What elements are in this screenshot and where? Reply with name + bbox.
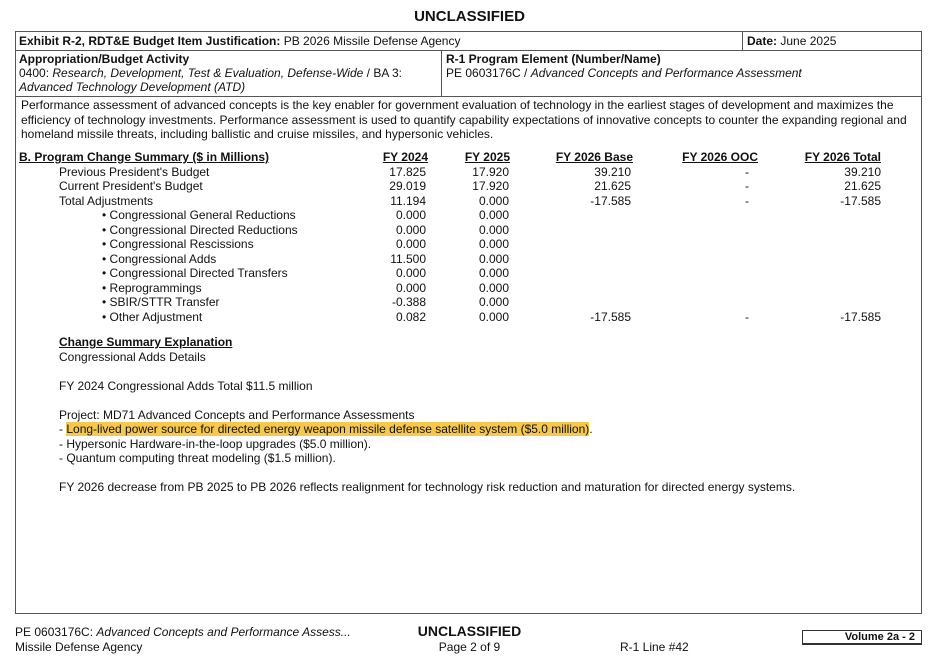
summary-row (18, 281, 921, 296)
summary-title: B. Program Change Summary ($ in Millions) (19, 150, 270, 164)
highlighted-adds-item: Long-lived power source for directed energy weapon missile defense satellite system ($5.0 million) (66, 422, 590, 436)
program-element-code: PE 0603176C / (446, 66, 531, 80)
row-label: • Congressional General Reductions (102, 208, 296, 222)
fy2024-value: 0.000 (395, 222, 426, 237)
classification-banner-top: UNCLASSIFIED (414, 8, 525, 25)
page-number: Page 2 of 9 (438, 640, 501, 654)
row-label: Previous President's Budget (59, 164, 210, 179)
adds-item-suffix: . (589, 422, 593, 436)
exhibit-label: Exhibit R-2 (19, 34, 82, 48)
volume-box: Volume 2a - 2 (802, 630, 922, 645)
summary-header-row (18, 150, 921, 165)
program-element-label: R-1 Program Element (Number/Name) (446, 52, 661, 66)
summary-row (18, 194, 921, 209)
fy2025-value: 0.000 (478, 251, 509, 266)
column-header: FY 2026 Total (804, 150, 881, 164)
column-header: FY 2024 (382, 150, 428, 164)
fy2024-value: 0.082 (395, 309, 426, 324)
fy2026-total-value: -17.585 (840, 193, 881, 208)
adds-total-line: FY 2024 Congressional Adds Total $11.5 million (59, 378, 313, 393)
appropriation-ba: / BA 3: (363, 66, 403, 80)
fy2026-base-value: 21.625 (594, 179, 631, 193)
fy2026-ooc-value: - (745, 193, 749, 208)
fy2026-base-value: -17.585 (590, 193, 631, 208)
budget-exhibit-frame (15, 31, 922, 614)
change-summary-explanation (59, 335, 909, 495)
footer-agency: Missile Defense Agency (15, 640, 143, 654)
r1-line-number: R-1 Line #42 (620, 640, 689, 654)
fy2024-value: 17.825 (389, 164, 426, 179)
summary-row (18, 310, 921, 325)
mission-description: Performance assessment of advanced concepts is the key enabler for government evaluation of technology in the earliest stages of development and maximizes the efficiency of technology investments. Performance assessment is used to quantify capability expectations of innovative concepts to counter the expanding regional and homeland missile threats, including ballistic and cruise missiles, and hypersonic vehicles. (21, 98, 907, 141)
decrease-explanation: FY 2026 decrease from PB 2025 to PB 2026 reflects realignment for technology risk reduction and maturation for directed energy systems. (59, 480, 796, 494)
row-label: Current President's Budget (59, 179, 203, 193)
appropriation-code: 0400: (19, 66, 53, 80)
program-change-summary-table (18, 150, 921, 324)
row-label: • SBIR/STTR Transfer (102, 295, 220, 309)
explanation-title: Change Summary Explanation (59, 335, 233, 349)
fy2024-value: -0.388 (391, 295, 426, 309)
fy2025-value: 0.000 (478, 208, 509, 222)
fy2024-value: 29.019 (389, 179, 426, 193)
fy2026-base-value: 39.210 (594, 164, 631, 179)
fy2025-value: 0.000 (478, 193, 509, 208)
project-line: Project: MD71 Advanced Concepts and Performance Assessments (59, 407, 415, 422)
footer-pe-code: PE 0603176C: (15, 625, 97, 639)
adds-item: - Hypersonic Hardware-in-the-loop upgrades ($5.0 million). (59, 436, 372, 451)
fy2026-ooc-value: - (745, 179, 749, 193)
column-header: FY 2026 Base (555, 150, 633, 164)
summary-row (18, 179, 921, 194)
fy2025-value: 0.000 (478, 266, 509, 280)
summary-row (18, 208, 921, 223)
row-label: • Congressional Directed Reductions (102, 222, 298, 237)
date-value: June 2025 (780, 34, 837, 48)
adds-item (59, 422, 909, 437)
fy2024-value: 0.000 (395, 280, 426, 295)
exhibit-header-row (16, 32, 921, 51)
row-label: • Congressional Rescissions (102, 237, 254, 251)
fy2024-value: 0.000 (395, 208, 426, 222)
fy2025-value: 17.920 (472, 179, 509, 193)
appropriation-label: Appropriation/Budget Activity (19, 52, 190, 66)
summary-row (18, 223, 921, 238)
fy2026-total-value: 39.210 (844, 164, 881, 179)
row-label: • Reprogrammings (102, 280, 202, 295)
fy2025-value: 17.920 (472, 164, 509, 179)
appropriation-row (16, 50, 921, 97)
fy2024-value: 11.500 (390, 251, 426, 266)
exhibit-title-text: , RDT&E Budget Item Justification: (81, 34, 281, 48)
row-label: • Congressional Directed Transfers (102, 266, 288, 280)
adds-item: - Quantum computing threat modeling ($1.5 million). (59, 451, 336, 465)
fy2024-value: 0.000 (395, 237, 426, 251)
exhibit-value: PB 2026 Missile Defense Agency (283, 34, 461, 48)
summary-row (18, 252, 921, 267)
adds-item-prefix: - (59, 422, 67, 436)
exhibit-title (19, 34, 460, 48)
appropriation-value: Research, Development, Test & Evaluation, Defense-Wide (52, 66, 364, 80)
fy2026-base-value: -17.585 (590, 309, 631, 324)
fy2025-value: 0.000 (478, 309, 509, 324)
fy2025-value: 0.000 (478, 237, 509, 251)
summary-row (18, 237, 921, 252)
date-cell (742, 32, 921, 50)
fy2025-value: 0.000 (478, 280, 509, 295)
appropriation-cell (19, 52, 437, 94)
footer-pe-name: Advanced Concepts and Performance Assess... (96, 625, 351, 639)
date-label: Date: (747, 34, 778, 48)
fy2026-ooc-value: - (745, 309, 749, 324)
fy2024-value: 11.194 (390, 193, 426, 208)
program-element-cell (441, 50, 921, 96)
classification-banner-bottom: UNCLASSIFIED (417, 623, 522, 639)
explanation-subtitle: Congressional Adds Details (59, 349, 206, 364)
fy2025-value: 0.000 (478, 295, 509, 309)
fy2024-value: 0.000 (395, 266, 426, 280)
column-header: FY 2026 OOC (682, 150, 758, 164)
summary-row (18, 295, 921, 310)
program-element-name: Advanced Concepts and Performance Assessment (530, 66, 802, 80)
row-label: • Other Adjustment (102, 309, 203, 324)
fy2026-total-value: -17.585 (840, 309, 881, 324)
summary-row (18, 165, 921, 180)
fy2026-total-value: 21.625 (844, 179, 881, 193)
summary-rows (18, 165, 921, 325)
column-header: FY 2025 (464, 150, 510, 164)
row-label: • Congressional Adds (102, 251, 217, 266)
summary-row (18, 266, 921, 281)
appropriation-ba-value: Advanced Technology Development (ATD) (19, 80, 246, 94)
fy2025-value: 0.000 (478, 222, 509, 237)
fy2026-ooc-value: - (745, 164, 749, 179)
row-label: Total Adjustments (59, 193, 154, 208)
